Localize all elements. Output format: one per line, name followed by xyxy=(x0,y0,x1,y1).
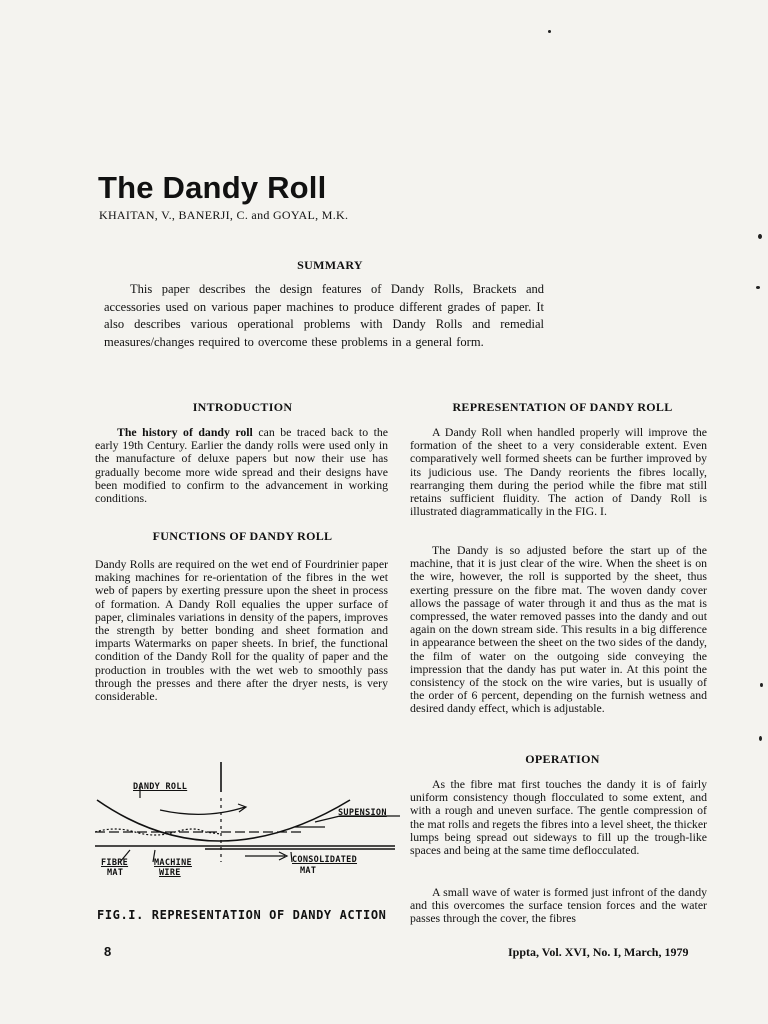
representation-paragraph-2: The Dandy is so adjusted before the start up of the machine, that it is just clear of the wire. When the sheet is on the wire, however, the roll is supported by the sheet, thus exerting pressure on the fibre mat. The woven dandy cover allows the passage of water through it and thus as the mat is compressed, the water removed passes into the dandy and out again on the down stream side. This results in a big difference in appearance between the sheet on the two sides of the dandy, the film of water on the outgoing side conveying the impression that the dandy has put water in. At this point the consistency of the stock on the wire varies, but is usually of the order of 6 percent, depending on the furnish wetness and desired dandy effect, which is adjustable. xyxy=(410,543,707,716)
label-machine: MACHINE xyxy=(154,858,192,868)
label-fibre: FIBRE xyxy=(101,858,129,868)
figure-caption: FIG.I. REPRESENTATION OF DANDY ACTION xyxy=(97,908,387,922)
scan-speck xyxy=(758,234,762,239)
figure-dandy-action xyxy=(95,762,410,882)
journal-reference: Ippta, Vol. XVI, No. I, March, 1979 xyxy=(508,945,689,959)
operation-paragraph-1: As the fibre mat first touches the dandy it is of fairly uniform consistency though flocculated to some extent, and with a rough and uneven surface. The gentle compression of the mat rolls and regets the fibres into a level sheet, the thicker lumps being spread out sideways to fill up the trough-like spaces and being at the same time deflocculated. xyxy=(410,777,707,858)
functions-heading: FUNCTIONS OF DANDY ROLL xyxy=(152,529,333,543)
label-consolidated: CONSOLIDATED xyxy=(292,855,358,865)
operation-paragraph-2: A small wave of water is formed just infront of the dandy and this overcomes the surface tension forces and the water passes through the cover, the fibres xyxy=(410,885,707,926)
scan-speck xyxy=(756,286,760,289)
summary-body: This paper describes the design features of Dandy Rolls, Brackets and accessories used on various paper machines to produce different grades of paper. It also describes various operational problems with Dandy Rolls and remedial measures/changes required to overcome these problems in a general form. xyxy=(104,282,544,349)
label-suspension: SUPENSION xyxy=(338,808,387,818)
summary-text xyxy=(104,281,544,351)
scan-speck xyxy=(760,683,763,687)
label-consolidated-mat: MAT xyxy=(300,866,317,876)
page-number: 8 xyxy=(104,944,112,959)
authors: KHAITAN, V., BANERJI, C. and GOYAL, M.K. xyxy=(99,208,349,222)
representation-paragraph-1: A Dandy Roll when handled properly will improve the formation of the sheet to a very considerable extent. Even comparatively well formed sheets can be further improved by its judicious use. The Dandy reorients the fibres locally, rearranging them during the period while the fibre mat still retains sufficient fluidity. The action of Dandy Roll is illustrated diagrammatically in the FIG. I. xyxy=(410,425,707,519)
operation-heading: OPERATION xyxy=(525,752,600,766)
introduction-text: can be traced back to the early 19th Century. Earlier the dandy rolls were used only in the manufacture of deluxe papers but now their use has gradually become more wide spread and their designs have been modified to confirm to the advancement in working conditions. xyxy=(95,425,389,506)
rotation-arrow xyxy=(160,807,245,814)
representation-heading: REPRESENTATION OF DANDY ROLL xyxy=(452,400,673,414)
label-fibre-mat: MAT xyxy=(107,868,124,878)
scan-speck xyxy=(548,30,551,33)
scan-speck xyxy=(759,736,762,741)
paper-title: The Dandy Roll xyxy=(98,170,327,205)
introduction-lead: The history of dandy roll xyxy=(117,425,253,439)
dandy-action-diagram xyxy=(95,762,410,882)
functions-paragraph: Dandy Rolls are required on the wet end of Fourdrinier paper making machines for re-orientation of the fibres in the wet web of papers by exerting pressure upon the sheet in process of formation. A Dandy Roll equalies the upper surface of paper, climinales variations in density of the papers, improves the strength by better bonding and sheet formation and imparts Watermarks on paper sheets. In brief, the functional condition of the Dandy Roll for the quality of paper and the production in troubles with the wet web to smoothly pass through the presses and there after the dryer nests, is very considerable. xyxy=(95,557,388,704)
dandy-roll-arc xyxy=(97,800,350,841)
label-wire: WIRE xyxy=(159,868,181,878)
summary-heading: SUMMARY xyxy=(297,258,363,272)
introduction-paragraph xyxy=(95,426,388,505)
label-dandy-roll: DANDY ROLL xyxy=(133,782,188,792)
introduction-heading: INTRODUCTION xyxy=(192,400,293,414)
